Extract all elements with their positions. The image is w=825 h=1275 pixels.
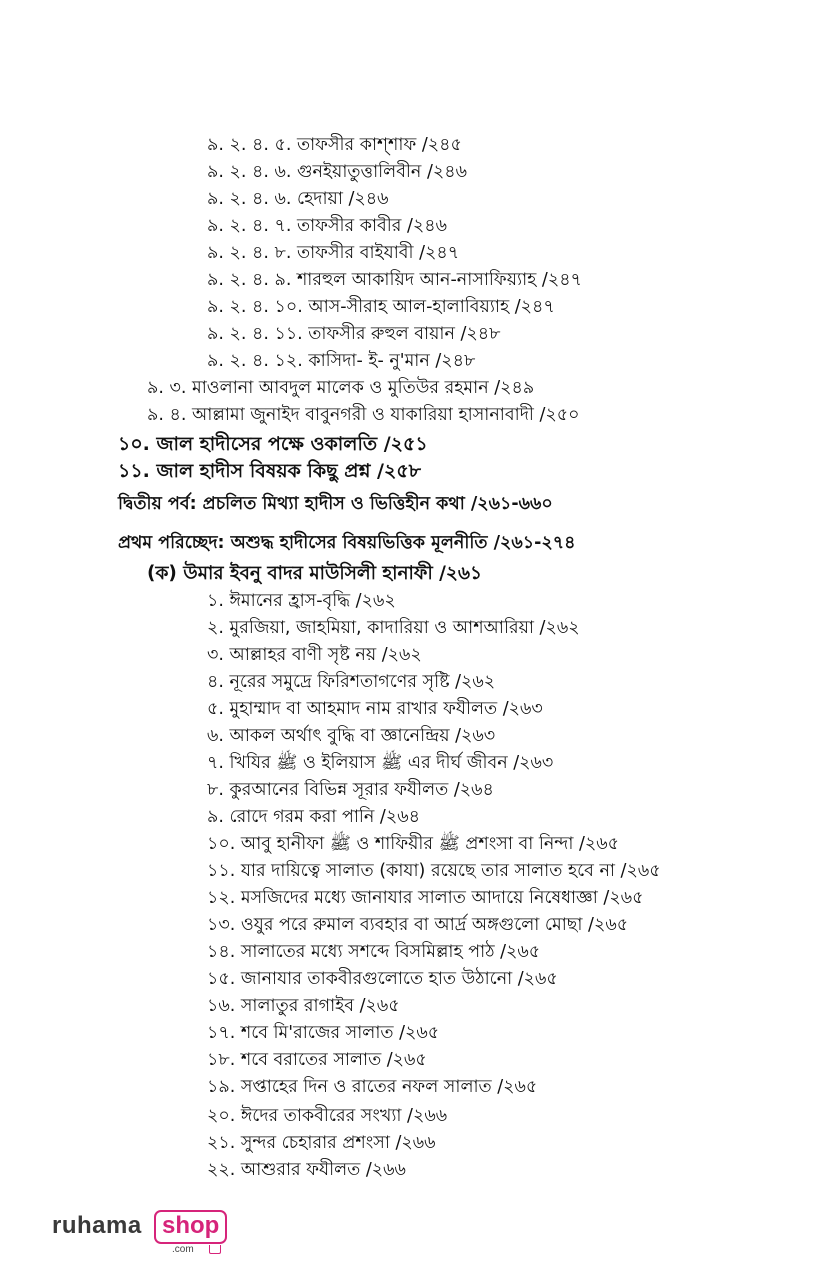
toc-entry: ১৪. সালাতের মধ্যে সশব্দে বিসমিল্লাহ পাঠ /২৬৫	[207, 942, 541, 962]
toc-entry: (ক) উমার ইবনু বাদর মাউসিলী হানাফী /২৬১	[147, 563, 482, 584]
toc-entry: ৯. ৪. আল্লামা জুনাইদ বাবুনগরী ও যাকারিয়া হাসানাবাদী /২৫০	[147, 405, 580, 425]
logo-domain: .com	[172, 1244, 194, 1255]
toc-entry: ৯. ২. ৪. ৯. শারহুল আকায়িদ আন-নাসাফিয়্যাহ /২৪৭	[207, 270, 582, 290]
toc-entry: ৩. আল্লাহর বাণী সৃষ্ট নয় /২৬২	[207, 645, 422, 665]
cart-icon	[209, 1245, 221, 1254]
toc-entry: ৯. ২. ৪. ৬. হেদায়া /২৪৬	[207, 189, 389, 209]
toc-entry: ১৮. শবে বরাতের সালাত /২৬৫	[207, 1050, 427, 1070]
logo-shop-badge: shop	[154, 1210, 227, 1244]
toc-entry: ১১. জাল হাদীস বিষয়ক কিছু প্রশ্ন /২৫৮	[118, 460, 421, 482]
toc-entry: ৯. ২. ৪. ৮. তাফসীর বাইযাবী /২৪৭	[207, 243, 460, 263]
toc-entry: ৯. ২. ৪. ১২. কাসিদা- ই- নু'মান /২৪৮	[207, 351, 476, 371]
toc-entry: ৯. রোদে গরম করা পানি /২৬৪	[207, 807, 420, 827]
toc-entry: ৯. ২. ৪. ৫. তাফসীর কাশ্‌শাফ /২৪৫	[207, 135, 462, 155]
toc-entry: ১৯. সপ্তাহের দিন ও রাতের নফল সালাত /২৬৫	[207, 1077, 538, 1097]
toc-entry: ৫. মুহাম্মাদ বা আহমাদ নাম রাখার ফযীলত /২৬৩	[207, 699, 543, 719]
toc-entry: ২২. আশুরার ফযীলত /২৬৬	[207, 1160, 406, 1180]
toc-entry: ৪. নূরের সমুদ্রে ফিরিশতাগণের সৃষ্টি /২৬২	[207, 672, 496, 692]
toc-entry: ৯. ২. ৪. ১০. আস-সীরাহ আল-হালাবিয়্যাহ /২৪৭	[207, 297, 555, 317]
toc-entry: ১০. আবু হানীফা ﷺ ও শাফিয়ীর ﷺ প্রশংসা বা নিন্দা /২৬৫	[207, 834, 619, 854]
toc-entry: ২. মুরজিয়া, জাহমিয়া, কাদারিয়া ও আশআরিয়া /২৬২	[207, 618, 580, 638]
toc-entry: ১০. জাল হাদীসের পক্ষে ওকালতি /২৫১	[118, 433, 428, 455]
toc-entry: প্রথম পরিচ্ছেদ: অশুদ্ধ হাদীসের বিষয়ভিত্তিক মূলনীতি /২৬১-২৭৪	[118, 533, 576, 553]
toc-entry: ২১. সুন্দর চেহারার প্রশংসা /২৬৬	[207, 1133, 436, 1153]
toc-entry: ১৩. ওযুর পরে রুমাল ব্যবহার বা আর্দ্র অঙ্গগুলো মোছা /২৬৫	[207, 915, 629, 935]
toc-entry: দ্বিতীয় পর্ব: প্রচলিত মিথ্যা হাদীস ও ভিত্তিহীন কথা /২৬১-৬৬০	[118, 494, 553, 514]
toc-entry: ১৭. শবে মি'রাজের সালাত /২৬৫	[207, 1023, 440, 1043]
logo-wordmark: ruhama	[52, 1212, 142, 1239]
toc-entry: ৮. কুরআনের বিভিন্ন সূরার ফযীলত /২৬৪	[207, 780, 494, 800]
toc-entry: ৯. ২. ৪. ৬. গুনইয়াতুত্তালিবীন /২৪৬	[207, 162, 467, 182]
toc-entry: ৯. ২. ৪. ১১. তাফসীর রুহুল বায়ান /২৪৮	[207, 324, 501, 344]
toc-entry: ১২. মসজিদের মধ্যে জানাযার সালাত আদায়ে নিষেধাজ্ঞা /২৬৫	[207, 888, 644, 908]
toc-entry: ৯. ৩. মাওলানা আবদুল মালেক ও মুতিউর রহমান /২৪৯	[147, 378, 535, 398]
toc-entry: ৯. ২. ৪. ৭. তাফসীর কাবীর /২৪৬	[207, 216, 447, 236]
toc-entry: ২০. ঈদের তাকবীরের সংখ্যা /২৬৬	[207, 1106, 448, 1126]
toc-entry: ১. ঈমানের হ্রাস-বৃদ্ধি /২৬২	[207, 591, 396, 611]
toc-entry: ১৬. সালাতুর রাগাইব /২৬৫	[207, 996, 400, 1016]
toc-entry: ১৫. জানাযার তাকবীরগুলোতে হাত উঠানো /২৬৫	[207, 969, 558, 989]
toc-entry: ১১. যার দায়িত্বে সালাত (কাযা) রয়েছে তার সালাত হবে না /২৬৫	[207, 861, 661, 881]
toc-entry: ৭. খিযির ﷺ ও ইলিয়াস ﷺ এর দীর্ঘ জীবন /২৬৩	[207, 753, 554, 773]
toc-entry: ৬. আকল অর্থাৎ বুদ্ধি বা জ্ঞানেন্দ্রিয় /২৬৩	[207, 726, 496, 746]
ruhamashop-logo	[52, 1210, 232, 1260]
